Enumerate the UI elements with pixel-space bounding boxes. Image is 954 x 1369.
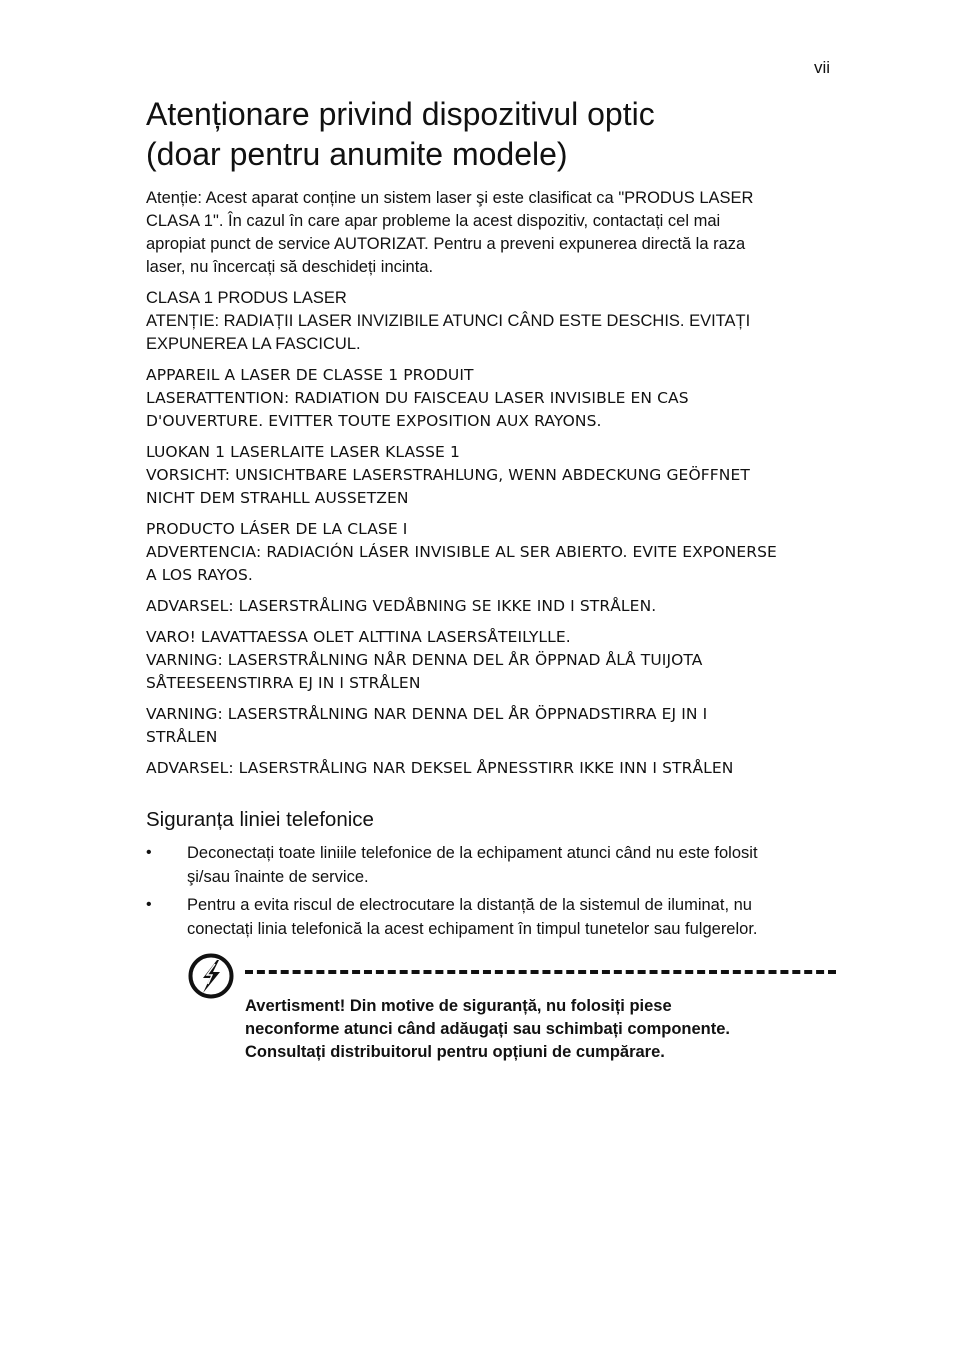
- list-item: [146, 893, 836, 941]
- label-line: ADVERTENCIA: RADIACIÓN LÁSER INVISIBLE AL SER ABIERTO. EVITE EXPONERSE: [146, 543, 777, 561]
- laser-label-swedish: [146, 703, 836, 749]
- label-line: SÅTEESEENSTIRRA EJ IN I STRÅLEN: [146, 674, 421, 692]
- list-item-line: conectați linia telefonică la acest echipament în timpul tunetelor sau fulgerelor.: [187, 920, 758, 938]
- page-title-line: (doar pentru anumite modele): [146, 136, 568, 172]
- label-line: CLASA 1 PRODUS LASER: [146, 289, 347, 307]
- bullet-icon: •: [146, 844, 152, 861]
- intro-paragraph: [146, 187, 836, 279]
- label-line: ADVARSEL: LASERSTRÅLING NAR DEKSEL ÅPNESSTIRR IKKE INN I STRÅLEN: [146, 759, 734, 777]
- list-item-line: Pentru a evita riscul de electrocutare la distanță de la sistemul de iluminat, nu: [187, 896, 752, 914]
- lightning-warning-icon: [188, 953, 234, 999]
- label-line: D'OUVERTURE. EVITTER TOUTE EXPOSITION AUX RAYONS.: [146, 412, 602, 430]
- warning-line: Avertisment! Din motive de siguranță, nu folosiți piese: [245, 997, 672, 1015]
- intro-line: CLASA 1". În cazul în care apar probleme la acest dispozitiv, contactați cel mai: [146, 212, 721, 230]
- list-item-line: şi/sau înainte de service.: [187, 868, 369, 886]
- label-line: APPAREIL A LASER DE CLASSE 1 PRODUIT: [146, 366, 474, 384]
- section-heading-phone-safety: Siguranța liniei telefonice: [146, 808, 374, 831]
- warning-box: [187, 951, 836, 1071]
- warning-text: [245, 995, 865, 1064]
- intro-line: laser, nu încercați să deschideți incinta.: [146, 258, 434, 276]
- intro-line: apropiat punct de service AUTORIZAT. Pentru a preveni expunerea directă la raza: [146, 235, 746, 253]
- label-line: A LOS RAYOS.: [146, 566, 253, 584]
- label-line: STRÅLEN: [146, 728, 218, 746]
- bullet-icon: •: [146, 896, 152, 913]
- label-line: EXPUNEREA LA FASCICUL.: [146, 335, 361, 353]
- dashed-divider: [245, 970, 836, 974]
- laser-label-french: [146, 364, 836, 433]
- list-item-line: Deconectați toate liniile telefonice de la echipament atunci când nu este folosit: [187, 844, 758, 862]
- laser-label-spanish: [146, 518, 836, 587]
- warning-line: Consultați distribuitorul pentru opțiuni de cumpărare.: [245, 1043, 665, 1061]
- laser-label-danish: [146, 595, 836, 618]
- laser-label-german: [146, 441, 836, 510]
- laser-label-romanian: [146, 287, 836, 356]
- label-line: VARO! LAVATTAESSA OLET ALTTINA LASERSÅTEILYLLE.: [146, 628, 571, 646]
- warning-line: neconforme atunci când adăugați sau schimbați componente.: [245, 1020, 731, 1038]
- page-title: [146, 94, 836, 174]
- label-line: VARNING: LASERSTRÅLNING NAR DENNA DEL ÅR ÖPPNADSTIRRA EJ IN I: [146, 705, 708, 723]
- phone-safety-list: [146, 841, 836, 941]
- label-line: ATENȚIE: RADIAȚII LASER INVIZIBILE ATUNCI CÂND ESTE DESCHIS. EVITAȚI: [146, 312, 751, 330]
- label-line: LASERATTENTION: RADIATION DU FAISCEAU LASER INVISIBLE EN CAS: [146, 389, 689, 407]
- laser-label-norwegian: [146, 757, 836, 780]
- label-line: NICHT DEM STRAHLL AUSSETZEN: [146, 489, 409, 507]
- intro-line: Atenție: Acest aparat conține un sistem laser şi este clasificat ca "PRODUS LASER: [146, 189, 754, 207]
- document-body: [146, 94, 836, 1071]
- label-line: PRODUCTO LÁSER DE LA CLASE I: [146, 520, 408, 538]
- laser-label-finnish-swedish: [146, 626, 836, 695]
- page-number: vii: [813, 58, 830, 77]
- label-line: LUOKAN 1 LASERLAITE LASER KLASSE 1: [146, 443, 460, 461]
- list-item: [146, 841, 836, 889]
- page-title-line: Atenționare privind dispozitivul optic: [146, 96, 655, 132]
- label-line: VARNING: LASERSTRÅLNING NÅR DENNA DEL ÅR ÖPPNAD ÅLÅ TUIJOTA: [146, 651, 703, 669]
- label-line: ADVARSEL: LASERSTRÅLING VEDÅBNING SE IKKE IND I STRÅLEN.: [146, 597, 657, 615]
- label-line: VORSICHT: UNSICHTBARE LASERSTRAHLUNG, WENN ABDECKUNG GEÖFFNET: [146, 466, 750, 484]
